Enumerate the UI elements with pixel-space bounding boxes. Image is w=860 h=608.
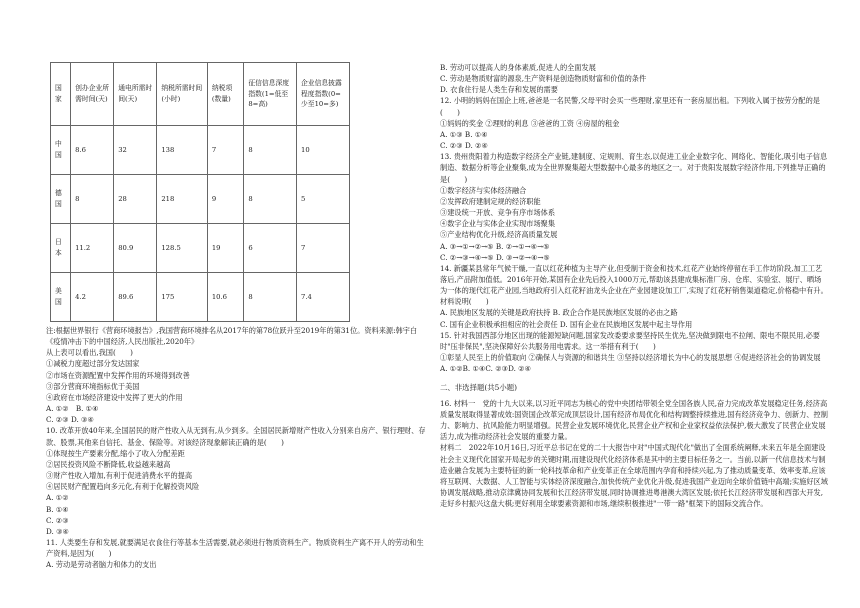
question-9-statement: ②市场在资源配置中发挥作用的环境得到改善 — [46, 370, 190, 380]
table-cell: 9 — [207, 175, 243, 224]
table-cell: 32 — [114, 126, 157, 175]
table-header-cell: 纳税项(数量) — [207, 63, 243, 126]
table-cell: 日本 — [51, 224, 71, 273]
question-9-statement: ④政府在市场经济建设中发挥了更大的作用 — [46, 392, 183, 402]
question-9-options: C. ②③ D. ③④ — [46, 415, 94, 425]
question-9-statement: ③部分营商环境指标优于美国 — [46, 381, 140, 391]
question-9-statement: ①减税力度超过部分发达国家 — [46, 359, 140, 369]
table-cell: 7 — [297, 224, 350, 273]
question-16-material-1: 16. 材料一 党的十九大以来,以习近平同志为核心的党中央团结带领全党全国各族人民,奋力完成改革发展稳定任务,经济高质量发展取得显著成效:国资国企改革完成顶层设计,国有经济布局优化和结构调整持续推进,国有经济竞争力、创新力、控制力、影响力、抗风险能力明显增强。民营企业发展环境优化,民营企业产权和企业家权益依法保护,极大激发了民营企业发展活力,成为推动经济社会发展的重要力量。 — [440, 398, 828, 442]
question-11-option: A. 劳动是劳动者脑力和体力的支出 — [46, 560, 157, 570]
question-14-options: A. 民族地区发展的关键是政府扶持 B. 政企合作是民族地区发展的必由之路 — [440, 308, 678, 318]
question-10-statement: ③财产性收入增加,有利于促进消费水平的提高 — [46, 471, 193, 481]
table-cell: 8.6 — [71, 126, 114, 175]
table-cell: 美国 — [51, 273, 71, 322]
table-row — [51, 126, 350, 175]
table-cell: 8 — [244, 126, 297, 175]
question-14-stem: 14. 新疆某县常年气候干燥,一直以红花种植为主导产业,但受制于资金和技术,红花产业始终停留在手工作坊阶段,加工工艺落后,产品附加值低。2016年开始,某国有企业先后投入1000万元,帮助该县建成集标准厂房、仓库、实验室、展厅、晒场为一体的现代红花产业园,当地政府引入红花籽油龙头企业在产业园建设加工厂,实现了红花籽销售渠道稳定,价格稳中有升。材料说明( ) — [440, 263, 828, 307]
question-10-statement: ②居民投资风险不断降低,收益越来越高 — [46, 459, 171, 469]
table-header-cell: 通电所需时间(天) — [114, 63, 157, 126]
table-cell: 8 — [244, 273, 297, 322]
table-cell: 218 — [157, 175, 208, 224]
table-note: 注:根据世界银行《营商环境报告》,我国营商环境排名从2017年的第78位跃升至2019年的第31位。资料来源:韩宇白《疫情冲击下的中国经济,人民出版社,2020年》 — [46, 326, 418, 347]
question-15-statements: ①彰显人民至上的价值取向 ②确保人与资源的和谐共生 ③坚持以经济增长为中心的发展思想 ④促进经济社会的协调发展 — [440, 353, 821, 363]
question-12-stem: 12. 小明的妈妈在国企上班,爸爸是一名民警,父母平时会买一些理财,家里还有一套房屋出租。下列收入属于按劳分配的是( ) — [440, 96, 820, 117]
question-10-option: C. ②③ — [46, 515, 69, 525]
table-row — [51, 224, 350, 273]
question-10-option: D. ③④ — [46, 526, 69, 536]
table-header-cell: 国家 — [51, 63, 71, 126]
question-12-options: A. ①③ B. ①④ — [440, 129, 488, 139]
question-15-options: A. ①②B. ①④C. ②③D. ②④ — [440, 364, 532, 374]
question-10-stem: 10. 改革开放40年来,全国居民的财产性收入从无到有,从少到多。全国居民新增财产性收入分别来自房产、银行理财、存款、股票,其他来自信托、基金、保险等。对该经济现象解读正确的是( ) — [46, 426, 426, 447]
question-13-options: A. ③→①→②→⑤ B. ②→①→④→⑤ — [440, 241, 550, 251]
table-cell: 8 — [71, 175, 114, 224]
question-13-statement: ④数字企业与实体企业实现市场聚集 — [440, 219, 556, 229]
question-9-options: A. ①② B. ①④ — [46, 404, 99, 414]
question-13-statement: ③建设统一开放、竞争有序市场体系 — [440, 208, 556, 218]
question-14-options: C. 国有企业积极承担相应的社会责任 D. 国有企业在民族地区发展中起主导作用 — [440, 319, 693, 329]
question-13-options: C. ②→③→④→⑤ D. ③→②→④→⑤ — [440, 252, 550, 262]
table-cell: 10 — [297, 126, 350, 175]
table-cell: 10.6 — [207, 273, 243, 322]
table-cell: 8 — [244, 175, 297, 224]
table-cell: 7 — [207, 126, 243, 175]
table-header-cell: 企业信息披露程度指数(0=少至10=多) — [297, 63, 350, 126]
question-13-stem: 13. 贵州贵阳着力构造数字经济全产业链,建制度、定规则、育生态,以促进工业企业数字化、网络化、智能化,吸引电子信息制造、数据分析等企业聚集,成为全世界聚集超大型数据中心最多的地区之一。对于贵阳发展数字经济作用,下列推导正确的是( ) — [440, 152, 828, 184]
question-11-option: C. 劳动是物质财富的源泉,生产资料是创造物质财富和价值的条件 — [440, 74, 647, 84]
table-row — [51, 273, 350, 322]
table-cell: 175 — [157, 273, 208, 322]
question-12-statements: ①妈妈的奖金 ②理财的利息 ③爸爸的工资 ④房屋的租金 — [440, 118, 620, 128]
question-9-stem: 从上表可以看出,我国( ) — [46, 348, 133, 358]
section-title: 二、非选择题(共5小题) — [440, 383, 517, 393]
table-cell: 6 — [244, 224, 297, 273]
question-12-options: C. ②③ D. ②④ — [440, 141, 488, 151]
table-header-cell: 创办企业所需时间(天) — [71, 63, 114, 126]
question-13-statement: ⑤产业结构优化升级,经济高质量发展 — [440, 230, 558, 240]
table-cell: 4.2 — [71, 273, 114, 322]
left-column — [46, 62, 428, 570]
table-cell: 德国 — [51, 175, 71, 224]
table-row — [51, 175, 350, 224]
question-10-option: B. ①④ — [46, 504, 69, 514]
table-cell: 80.9 — [114, 224, 157, 273]
question-13-statement: ①数字经济与实体经济融合 — [440, 185, 527, 195]
business-environment-table — [50, 62, 350, 322]
table-header-row — [51, 63, 350, 126]
table-cell: 19 — [207, 224, 243, 273]
question-10-statement: ④居民财产配置趋向多元化,有利于化解投资风险 — [46, 482, 200, 492]
right-column — [440, 62, 828, 509]
table-cell: 中国 — [51, 126, 71, 175]
question-13-statement: ②发挥政府建制定规的经济职能 — [440, 196, 541, 206]
table-cell: 28 — [114, 175, 157, 224]
table-cell: 89.6 — [114, 273, 157, 322]
question-11-option: D. 衣食住行是人类生存和发展的需要 — [440, 85, 558, 95]
question-11-option: B. 劳动可以提高人的身体素质,促进人的全面发展 — [440, 63, 596, 72]
table-header-cell: 征信信息深度指数(1=低至8=高) — [244, 63, 297, 126]
table-cell: 11.2 — [71, 224, 114, 273]
question-10-option: A. ①② — [46, 493, 69, 503]
table-cell: 138 — [157, 126, 208, 175]
table-cell: 7.4 — [297, 273, 350, 322]
table-cell: 128.5 — [157, 224, 208, 273]
question-15-stem: 15. 针对我国西部分地区出现的能源短缺问题,国家发改委要求要坚持民生优先,坚决做到限电不拉闸、限电不限民用,必要时"压非保民",坚决保障好公共服务用电需求。这一举措有利于( ) — [440, 330, 820, 351]
table-cell: 5 — [297, 175, 350, 224]
question-16-material-2: 材料二 2022年10月16日,习近平总书记在党的二十大报告中对"中国式现代化"做出了全面系统阐释,未来五年是全面建设社会主义现代化国家开局起步的关键时期,而建设现代化经济体系是其中的主要目标任务之一。当前,以新一代信息技术与制造业融合发展为主要特征的新一轮科技革命和产业变革正在全球范围内孕育和持续兴起,为了推动质量变革、效率变革,应该将互联网、大数据、人工智能与实体经济深度融合,加快传统产业优化升级,促进我国产业迈向全球价值链中高端;实施好区域协调发展战略,推动京津冀协同发展和长江经济带发展,同时协调推进粤港澳大湾区发展;依托长江经济带发展和西部大开发,走好乡村振兴这盘大棋;更好利用全球要素资源和市场,继续积极推进"一带一路"框架下的国际交流合作。 — [440, 443, 828, 509]
question-11-stem: 11. 人类要生存和发展,就要满足衣食住行等基本生活需要,就必须进行物质资料生产。物质资料生产离不开人的劳动和生产资料,是因为( ) — [46, 537, 424, 559]
question-10-statement: ①体现按生产要素分配,缩小了收入分配差距 — [46, 448, 185, 458]
table-header-cell: 纳税所需时间(小时) — [157, 63, 208, 126]
